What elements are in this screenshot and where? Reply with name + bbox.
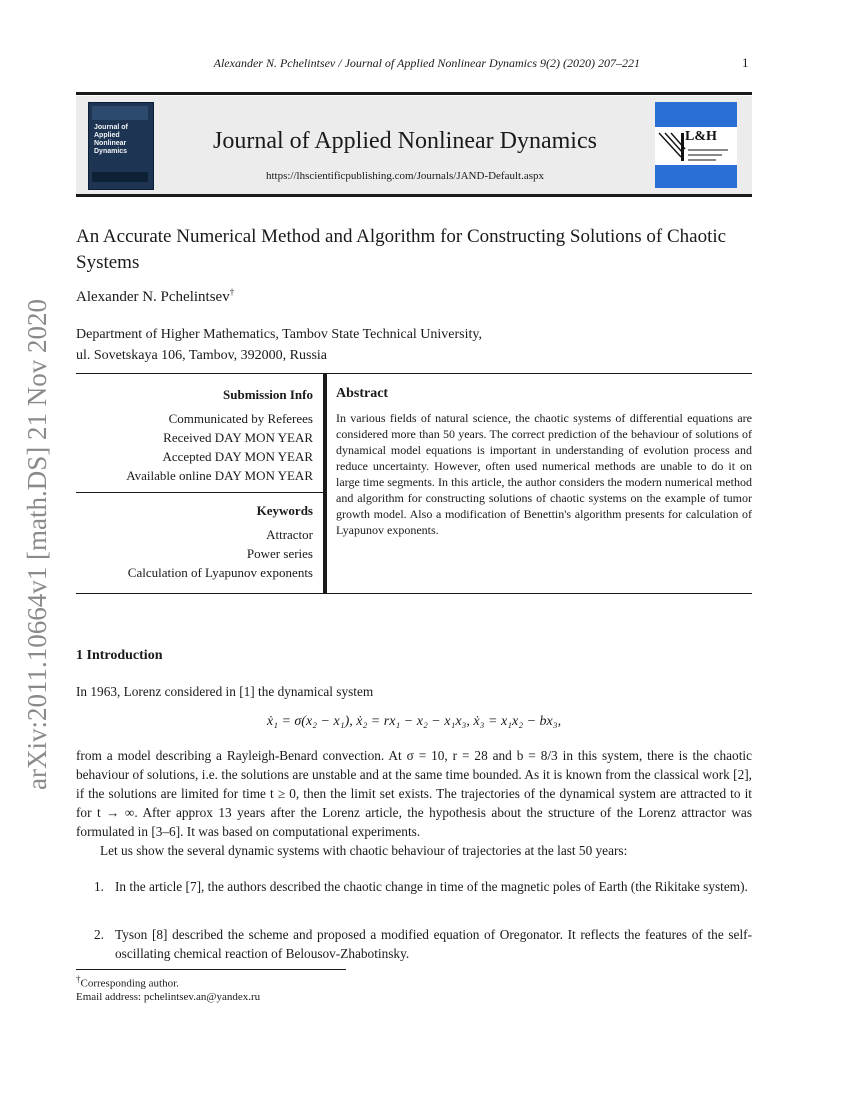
cover-bottom-band: [92, 172, 148, 182]
list-item-text: In the article [7], the authors described the chaotic change in time of the magnetic poles of Earth (the Rikitake system).: [115, 879, 748, 894]
keywords: [76, 501, 313, 582]
keyword-item: Attractor: [266, 527, 313, 542]
intro-paragraph-3: Let us show the several dynamic systems with chaotic behaviour of trajectories at the last 50 years:: [100, 843, 628, 858]
infobox-left-separator: [76, 492, 325, 493]
list-item: [96, 925, 752, 963]
header-rule-top: [76, 92, 752, 95]
intro-paragraph-1: In 1963, Lorenz considered in [1] the dynamical system: [76, 684, 374, 699]
publisher-logo-text: L&H: [685, 129, 717, 144]
cover-top-band: [92, 106, 148, 120]
cover-title: Journal of Applied Nonlinear Dynamics: [94, 124, 128, 155]
abstract-heading: Abstract: [336, 386, 389, 401]
arxiv-stamp: arXiv:2011.10664v1 [math.DS] 21 Nov 2020: [22, 299, 52, 790]
journal-title: Journal of Applied Nonlinear Dynamics: [213, 128, 597, 154]
affiliation: [76, 324, 482, 366]
submission-item: Available online DAY MON YEAR: [126, 468, 313, 483]
footnote-rule: [76, 969, 346, 970]
author-footnote-mark: †: [229, 287, 235, 297]
affiliation-line-1: Department of Higher Mathematics, Tambov State Technical University,: [76, 327, 482, 342]
paper-title: An Accurate Numerical Method and Algorithm for Constructing Solutions of Chaotic Systems: [76, 226, 727, 273]
page-number: 1: [742, 55, 749, 70]
affiliation-line-2: ul. Sovetskaya 106, Tambov, 392000, Russia: [76, 348, 328, 363]
header-rule-bottom: [76, 194, 752, 197]
keyword-item: Power series: [246, 546, 313, 561]
infobox-rule-bottom: [76, 593, 752, 594]
section-heading-introduction: 1 Introduction: [76, 648, 163, 663]
submission-info: [76, 385, 313, 485]
list-item-number: 1.: [94, 879, 104, 894]
submission-item: Received DAY MON YEAR: [163, 430, 313, 445]
author-name: [76, 287, 234, 306]
keyword-item: Calculation of Lyapunov exponents: [127, 565, 313, 580]
infobox-rule-top: [76, 373, 752, 374]
author-text: Alexander N. Pchelintsev: [76, 289, 230, 305]
submission-item: Accepted DAY MON YEAR: [162, 449, 313, 464]
footnote-mark: †: [76, 974, 81, 984]
footnote-text: Corresponding author.: [80, 977, 179, 990]
list-item-text: Tyson [8] described the scheme and proposed a modified equation of Oregonator. It reflects the features of the self-oscillating chemical reaction of Belousov-Zhabotinsky.: [115, 927, 752, 961]
abstract-text: In various fields of natural science, the chaotic systems of differential equations are considered more than 50 years. The correct prediction of the behaviour of solutions of dynamical model equations is important in understanding of evolution process and reduce uncertainty. However, often used numerical methods are unable to do it on large time segments. In this article, the author considers the modern numerical method and algorithm for constructing solutions of chaotic systems on the example of tumor growth model. Also a modification of Benettin's algorithm presents for calculation of Lyapunov exponents.: [336, 411, 752, 537]
submission-info-heading: Submission Info: [223, 387, 313, 402]
infobox-divider: [323, 374, 327, 593]
list-item: [96, 877, 752, 896]
footnote-corresponding: [76, 974, 179, 990]
list-item-number: 2.: [94, 927, 104, 942]
running-header: Alexander N. Pchelintsev / Journal of Applied Nonlinear Dynamics 9(2) (2020) 207–221: [213, 56, 640, 70]
submission-item: Communicated by Referees: [168, 411, 313, 426]
publisher-logo-sub-icon: [688, 147, 728, 163]
keywords-heading: Keywords: [256, 503, 313, 518]
intro-paragraph-2: from a model describing a Rayleigh-Benard convection. At σ = 10, r = 28 and b = 8/3 in this system, there is the chaotic behaviour of solutions, i.e. the solutions are unstable and at the same time bounded. As it is known from the classical work [2], if the solutions are limited for time t ≥ 0, then the limit set exists. The trajectories of the dynamical system are attracted to it for t → ∞. After approx 13 years after the Lorenz article, the hypothesis about the structure of the Lorenz attractor was formulated in [3–6]. It was based on computational experiments.: [76, 748, 752, 839]
lorenz-equation: ẋ₁ = σ(x₂ − x₁), ẋ₂ = rx₁ − x₂ − x₁x₃, ẋ₃ = x₁x₂ − bx₃,: [266, 714, 562, 729]
journal-url[interactable]: https://lhscientificpublishing.com/Journals/JAND-Default.aspx: [265, 170, 545, 182]
footnote-email: Email address: pchelintsev.an@yandex.ru: [76, 991, 261, 1003]
